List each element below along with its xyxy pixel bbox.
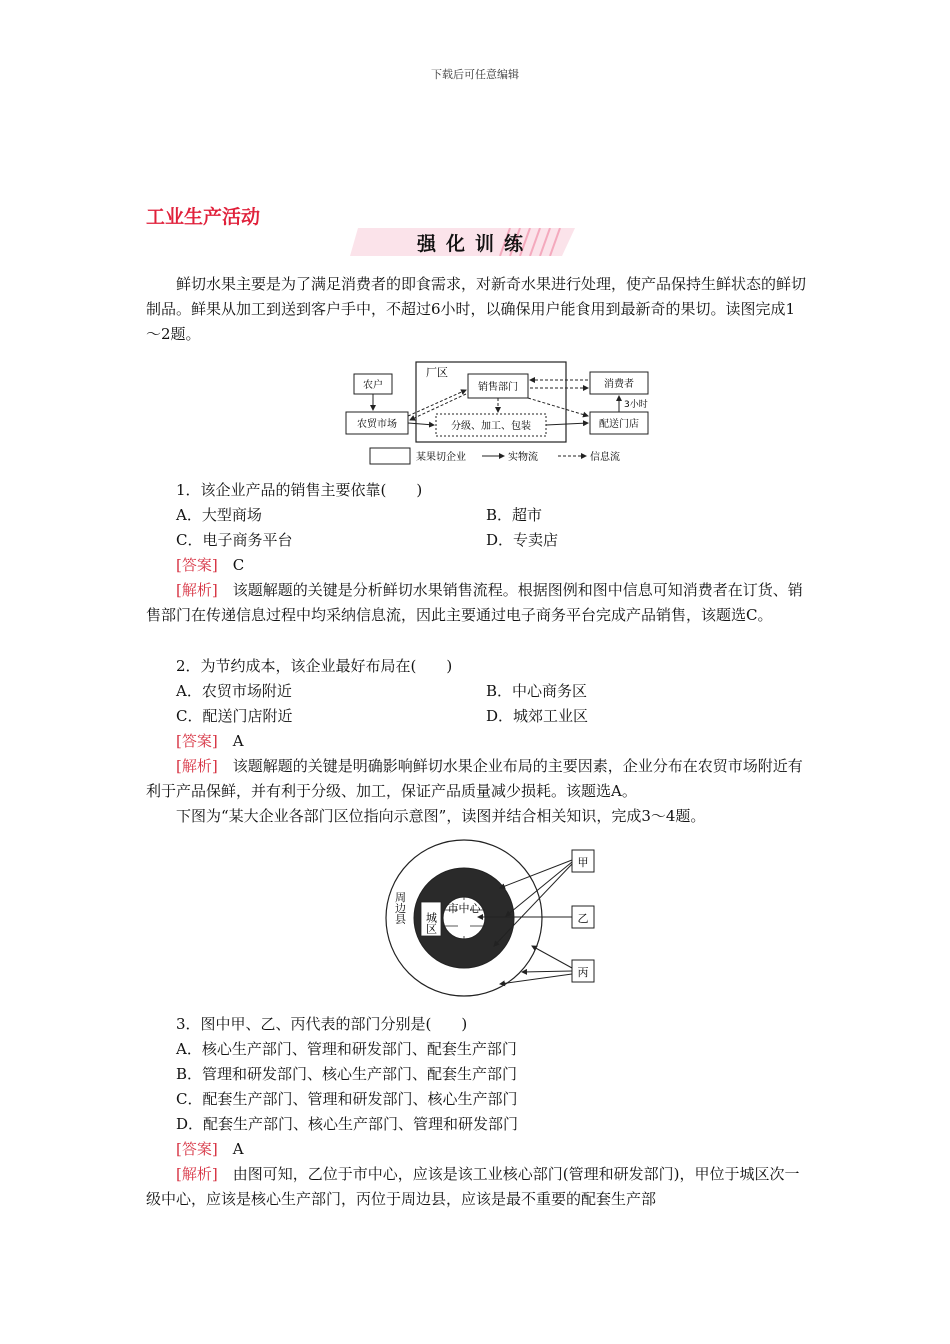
q3-analysis (146, 1162, 806, 1212)
center-label (448, 901, 482, 915)
q3-option-a: A．核心生产部门、管理和研发部门、配套生产部门 (176, 1040, 517, 1058)
farmer-label: 农户 (363, 380, 383, 391)
factory-label: 厂区 (426, 366, 448, 379)
q1-analysis-text: 该题解题的关键是分析鲜切水果销售流程。根据图例和图中信息可知消费者在订货、销售部门在传递信息过程中均采纳信息流，因此主要通过电子商务平台完成产品销售，该题选C。 (146, 581, 803, 624)
consumer-label: 消费者 (604, 379, 634, 390)
q3-stem: 3．图中甲、乙、丙代表的部门分别是( ) (176, 1015, 468, 1033)
intro-paragraph: 鲜切水果主要是为了满足消费者的即食需求，对新奇水果进行处理，使产品保持生鲜状态的鲜切制品。鲜果从加工到送到客户手中，不超过6小时，以确保用户能食用到最新奇的果切。读图完成1～2题。 (146, 275, 807, 343)
jia-label: 甲 (577, 856, 589, 869)
page-title: 工业生产活动 (146, 206, 261, 228)
q3-option-c: C．配套生产部门、管理和研发部门、核心生产部门 (176, 1090, 518, 1108)
q3-option-d: D．配套生产部门、核心生产部门、管理和研发部门 (176, 1115, 519, 1133)
q3-answer: A (232, 1140, 244, 1158)
q2-option-b: B．中心商务区 (486, 682, 588, 700)
bing-label: 丙 (577, 966, 589, 979)
market-label: 农贸市场 (357, 419, 397, 430)
store-label: 配送门店 (599, 419, 639, 430)
process-label: 分级、加工、包装 (451, 421, 531, 432)
q1-stem: 1．该企业产品的销售主要依靠( ) (176, 481, 423, 499)
intro2-paragraph: 下图为“某大企业各部门区位指向示意图”，读图并结合相关知识，完成3～4题。 (176, 807, 706, 825)
q1-answer-tag: [答案] (176, 556, 218, 574)
q3-analysis-text: 由图可知，乙位于市中心，应该是该工业核心部门(管理和研发部门)，甲位于城区次一级中心，应该是核心生产部门，丙位于周边县，应该是最不重要的配套生产部 (146, 1165, 800, 1208)
q1-option-a: A．大型商场 (176, 506, 262, 524)
q2-analysis-text: 该题解题的关键是明确影响鲜切水果企业布局的主要因素，企业分布在农贸市场附近有利于产品保鲜，并有利于分级、加工，保证产品质量减少损耗。该题选A。 (146, 757, 803, 800)
urban-label: 城区 (424, 912, 438, 934)
q1-analysis-tag: [解析] (176, 581, 218, 599)
q1-option-d: D．专卖店 (486, 531, 559, 549)
legend-box-symbol (370, 448, 410, 464)
section-banner: 强化训练 (416, 233, 533, 255)
q1-option-b: B．超市 (486, 506, 543, 524)
q1-answer-line (176, 553, 244, 578)
q1-answer: C (232, 556, 245, 574)
legend-dashed-label: 信息流 (590, 452, 620, 463)
time-label: 3小时 (624, 400, 648, 410)
yi-label: 乙 (577, 912, 589, 925)
q2-option-a: A．农贸市场附近 (176, 682, 292, 700)
sales-label: 销售部门 (478, 382, 518, 393)
q2-answer: A (232, 732, 244, 750)
q2-stem: 2．为节约成本，该企业最好布局在( ) (176, 657, 453, 675)
page-header: 下载后可任意编辑 (431, 68, 519, 81)
q2-option-c: C．配送门店附近 (176, 707, 293, 725)
q3-answer-tag: [答案] (176, 1140, 218, 1158)
q2-answer-line (176, 729, 244, 754)
center-label-text: 市中心 (447, 902, 481, 915)
q2-analysis-tag: [解析] (176, 757, 218, 775)
q3-option-b: B．管理和研发部门、核心生产部门、配套生产部门 (176, 1065, 518, 1083)
q2-option-d: D．城郊工业区 (486, 707, 589, 725)
county-label: 周边县 (393, 891, 407, 925)
location-diagram (380, 838, 610, 1003)
legend-box-label: 某果切企业 (416, 452, 466, 463)
q3-answer-line (176, 1137, 244, 1162)
q2-answer-tag: [答案] (176, 732, 218, 750)
q1-option-c: C．电子商务平台 (176, 531, 293, 549)
q2-analysis (146, 754, 806, 804)
q3-analysis-tag: [解析] (176, 1165, 218, 1183)
legend-solid-label: 实物流 (508, 452, 538, 463)
flow-diagram (340, 360, 665, 470)
q1-analysis (146, 578, 806, 628)
